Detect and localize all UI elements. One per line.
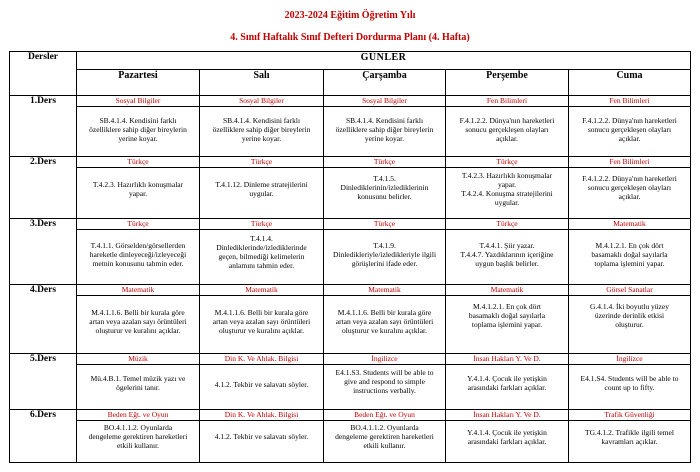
subject-label: Sosyal Bilgiler <box>200 96 323 107</box>
plan-cell <box>569 219 691 285</box>
objective-text: F.4.1.2.2. Dünya'nın hareketleri sonucu gerçekleşen olayları açıklar. <box>459 116 555 143</box>
subject-label: Türkçe <box>77 157 199 168</box>
objective-text: Mü.4.B.1. Temel müzik yazı ve ögelerini tanır. <box>90 374 186 392</box>
day-header-sali: Salı <box>200 70 324 96</box>
plan-cell <box>569 96 691 157</box>
subject-label: İngilizce <box>324 354 445 365</box>
table-row <box>10 285 691 354</box>
plan-cell <box>200 96 324 157</box>
subject-label: Görsel Sanatlar <box>569 285 690 296</box>
gunler-header: GÜNLER <box>77 52 691 70</box>
subject-label: Türkçe <box>324 157 445 168</box>
plan-cell <box>569 285 691 354</box>
subject-label: Sosyal Bilgiler <box>77 96 199 107</box>
plan-cell <box>200 410 324 463</box>
objective-text: T.4.1.5. Dinlediklerinin/izlediklerinin konusunu belirler. <box>340 174 429 201</box>
lesson-label: 5.Ders <box>10 354 77 410</box>
plan-cell <box>324 96 446 157</box>
objective-text: SB.4.1.4. Kendisini farklı özelliklere sahip diğer bireylerin yerine koyar. <box>212 116 311 143</box>
subject-label: Matematik <box>569 219 690 230</box>
objective-text: T.4.2.3. Hazırlıklı konuşmalar yapar. <box>92 180 184 198</box>
plan-cell <box>77 96 200 157</box>
subject-label: Türkçe <box>200 219 323 230</box>
objective-text: E4.1.S4. Students will be able to count up to fifty. <box>580 374 679 392</box>
plan-cell <box>77 410 200 463</box>
plan-cell <box>77 285 200 354</box>
subject-label: İngilizce <box>569 354 690 365</box>
subject-label: Beden Eğt. ve Oyun <box>77 410 199 421</box>
objective-text: SB.4.1.4. Kendisini farklı özelliklere sahip diğer bireylerin yerine koyar. <box>89 116 187 143</box>
subject-label: Sosyal Bilgiler <box>324 96 445 107</box>
subject-label: Fen Bilimleri <box>446 96 568 107</box>
subject-label: Trafik Güvenliği <box>569 410 690 421</box>
subject-label: Matematik <box>77 285 199 296</box>
subject-label: Matematik <box>200 285 323 296</box>
subject-label: Türkçe <box>77 219 199 230</box>
plan-cell <box>569 354 691 410</box>
weekly-plan-table <box>9 51 691 463</box>
objective-text: M.4.1.2.1. En çok dört basamaklı doğal sayılarla toplama işlemini yapar. <box>468 302 546 329</box>
plan-cell <box>446 410 569 463</box>
table-row <box>10 354 691 410</box>
objective-text: T.4.1.9. Dinledikleriyle/izledikleriyle ilgili görüşlerini ifade eder. <box>332 241 437 268</box>
subject-label: Türkçe <box>200 157 323 168</box>
lesson-label: 2.Ders <box>10 157 77 219</box>
plan-cell <box>324 285 446 354</box>
objective-text: BO.4.1.1.2. Oyunlarda dengeleme gerektiren hareketleri etkili kullanır. <box>88 423 188 450</box>
plan-cell <box>77 354 200 410</box>
objective-text: T.4.1.12. Dinleme stratejilerini uygular. <box>215 180 308 198</box>
subject-label: Din K. Ve Ahlak. Bilgisi <box>200 410 323 421</box>
plan-cell <box>569 157 691 219</box>
subject-label: Matematik <box>324 285 445 296</box>
subject-label: Matematik <box>446 285 568 296</box>
document-subtitle: 4. Sınıf Haftalık Sınıf Defteri Dordurma Planı (4. Hafta) <box>230 32 470 43</box>
objective-text: SB.4.1.4. Kendisini farklı özelliklere sahip diğer bireylerin yerine koyar. <box>335 116 434 143</box>
objective-text: T.4.4.1. Şiir yazar. T.4.4.7. Yazdıklarının içeriğine uygun başlık belirler. <box>460 241 554 268</box>
plan-cell <box>324 157 446 219</box>
document-title: 2023-2024 Eğitim Öğretim Yılı <box>284 10 416 21</box>
plan-cell <box>200 285 324 354</box>
objective-text: M.4.1.1.6. Belli bir kurala göre artan veya azalan sayı örüntüleri oluşturur ve kuralını açıklar. <box>89 308 187 335</box>
objective-text: M.4.1.1.6. Belli bir kurala göre artan veya azalan sayı örüntüleri oluşturur ve kuralını açıklar. <box>335 308 434 335</box>
subject-label: Fen Bilimleri <box>569 157 690 168</box>
plan-cell <box>77 219 200 285</box>
objective-text: Y.4.1.4. Çocuk ile yetişkin arasındaki farkları açıklar. <box>467 428 547 446</box>
subject-label: Beden Eğt. ve Oyun <box>324 410 445 421</box>
subject-label: Türkçe <box>446 157 568 168</box>
subject-label: İnsan Hakları Y. Ve D. <box>446 354 568 365</box>
plan-cell <box>324 410 446 463</box>
plan-cell <box>324 354 446 410</box>
plan-cell <box>200 157 324 219</box>
plan-cell <box>446 285 569 354</box>
plan-cell <box>200 219 324 285</box>
table-row <box>10 157 691 219</box>
objective-text: T.4.1.1. Görselden/görsellerden hareketle dinleyeceği/izleyeceği metnin konusunu tahmin eder. <box>89 241 187 268</box>
lesson-label: 1.Ders <box>10 96 77 157</box>
day-header-carsamba: Çarşamba <box>324 70 446 96</box>
plan-cell <box>200 354 324 410</box>
objective-text: T.4.2.3. Hazırlıklı konuşmalar yapar. T.4.2.4. Konuşma stratejilerini uygular. <box>461 171 553 207</box>
subject-label: Fen Bilimleri <box>569 96 690 107</box>
plan-cell <box>446 96 569 157</box>
table-row <box>10 410 691 463</box>
table-row <box>10 96 691 157</box>
lesson-label: 4.Ders <box>10 285 77 354</box>
objective-text: TG.4.1.2. Trafikle ilgili temel kavramları açıklar. <box>585 428 674 446</box>
lesson-label: 3.Ders <box>10 219 77 285</box>
subject-label: Müzik <box>77 354 199 365</box>
objective-text: F.4.1.2.2. Dünya'nın hareketleri sonucu gerçekleşen olayları açıklar. <box>582 174 677 201</box>
objective-text: M.4.1.1.6. Belli bir kurala göre artan veya azalan sayı örüntüleri oluşturur ve kuralını açıklar. <box>212 308 311 335</box>
lesson-label: 6.Ders <box>10 410 77 463</box>
plan-cell <box>446 354 569 410</box>
objective-text: E4.1.S3. Students will be able to give and respond to simple instructions verbally. <box>335 368 434 395</box>
objective-text: 4.1.2. Tekbir ve salavatı söyler. <box>214 380 309 389</box>
table-row <box>10 219 691 285</box>
objective-text: G.4.1.4. İki boyutlu yüzey üzerinde derinlik etkisi oluşturur. <box>590 302 669 329</box>
objective-text: BO.4.1.1.2. Oyunlarda dengeleme gerektiren hareketleri etkili kullanır. <box>335 423 434 450</box>
subject-label: Türkçe <box>324 219 445 230</box>
day-header-cuma: Cuma <box>569 70 691 96</box>
plan-cell <box>446 219 569 285</box>
plan-cell <box>446 157 569 219</box>
subject-label: Din K. Ve Ahlak. Bilgisi <box>200 354 323 365</box>
objective-text: M.4.1.2.1. En çok dört basamaklı doğal sayılarla toplama işlemini yapar. <box>591 241 668 268</box>
plan-cell <box>569 410 691 463</box>
objective-text: 4.1.2. Tekbir ve salavatı söyler. <box>214 432 309 441</box>
subject-label: Türkçe <box>446 219 568 230</box>
day-header-persembe: Perşembe <box>446 70 569 96</box>
subject-label: İnsan Hakları Y. Ve D. <box>446 410 568 421</box>
plan-cell <box>324 219 446 285</box>
objective-text: F.4.1.2.2. Dünya'nın hareketleri sonucu gerçekleşen olayları açıklar. <box>582 116 677 143</box>
day-header-pazartesi: Pazartesi <box>77 70 200 96</box>
plan-cell <box>77 157 200 219</box>
objective-text: T.4.1.4. Dinlediklerinde/izlediklerinde geçen, bilmediği kelimelerin anlamını tahmin eder. <box>216 234 307 270</box>
objective-text: Y.4.1.4. Çocuk ile yetişkin arasındaki farkları açıklar. <box>467 374 547 392</box>
dersler-header: Dersler <box>10 52 77 96</box>
